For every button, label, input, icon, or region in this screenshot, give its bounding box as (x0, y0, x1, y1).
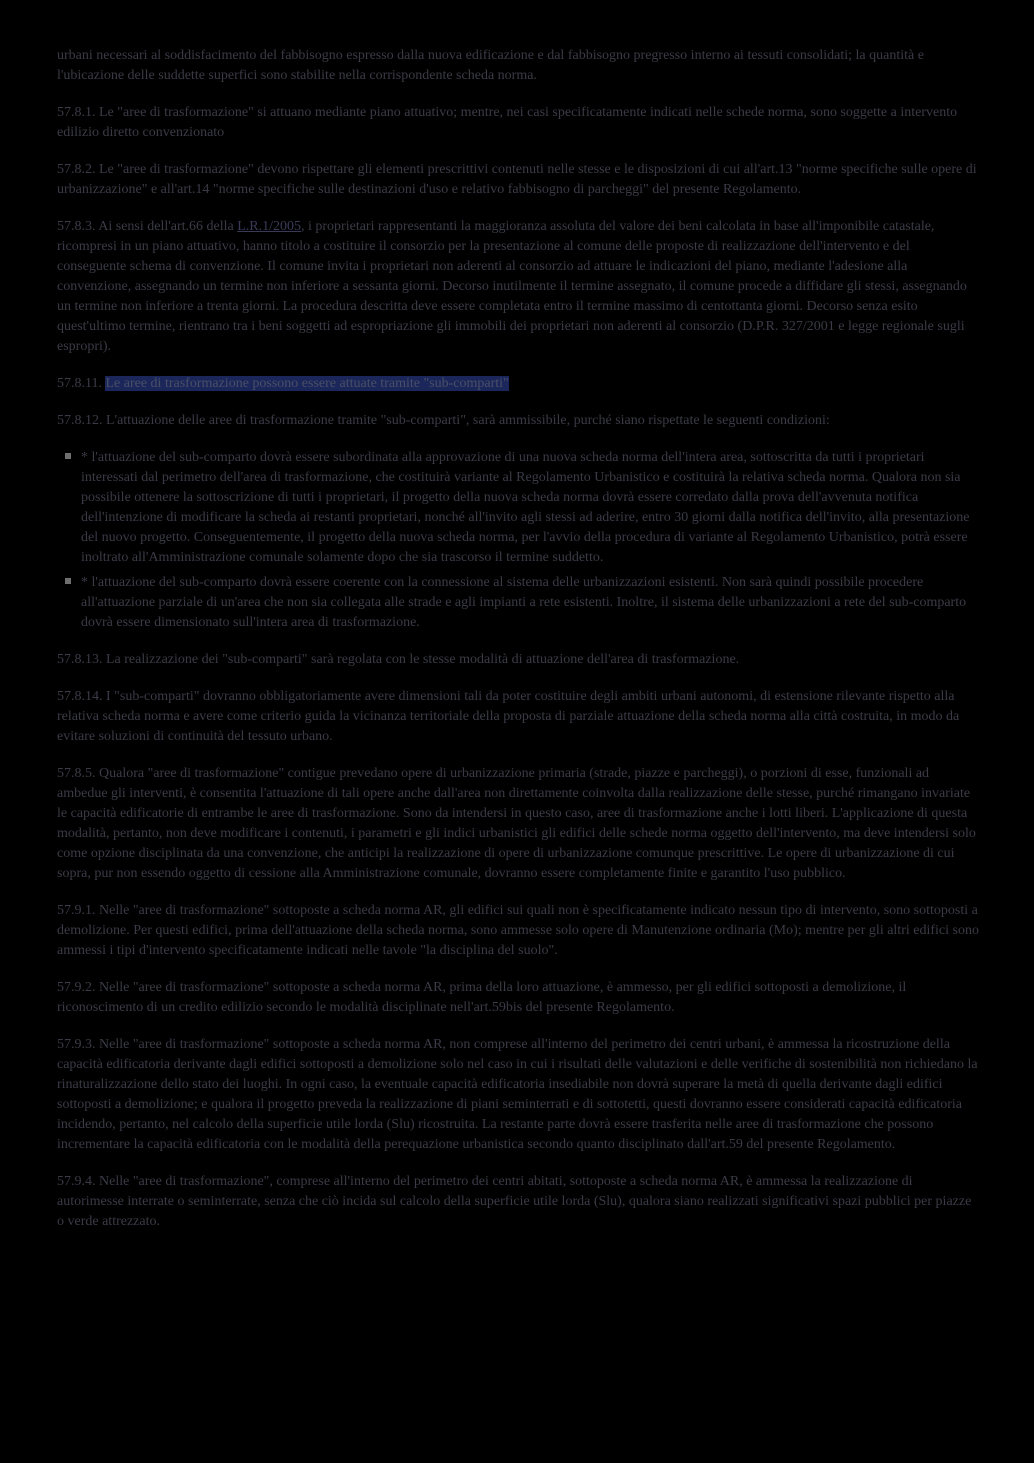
paragraph-57-8-3 (57, 217, 979, 357)
law-reference-link[interactable]: L.R.1/2005 (237, 219, 301, 234)
paragraph-57-9-3: 57.9.3. Nelle "aree di trasformazione" sottoposte a scheda norma AR, non comprese all'interno del perimetro dei centri urbani, è ammessa la ricostruzione della capacità edificatoria derivante dagli edifici sottoposti a demolizione solo nel caso in cui i risultati delle valutazioni e delle verifiche di sostenibilità non richiedano la rinaturalizzazione dello stato dei luoghi. In ogni caso, la eventuale capacità edificatoria insediabile non dovrà superare la metà di quella derivante dagli edifici sottoposti a demolizione; e qualora il progetto preveda la realizzazione di piani seminterrati e di sottotetti, questi dovranno essere considerati capacità edificatoria incidendo, pertanto, nel calcolo della superficie utile lorda (Slu) ricostruita. La restante parte dovrà essere trasferita nelle aree di trasformazione che possono incrementare la capacità edificatoria con le modalità della perequazione urbanistica secondo quanto disciplinato dall'art.59 del presente Regolamento. (57, 1037, 978, 1152)
list-item (65, 573, 979, 633)
paragraph-57-9-2: 57.9.2. Nelle "aree di trasformazione" sottoposte a scheda norma AR, prima della loro attuazione, è ammesso, per gli edifici sottoposti a demolizione, il riconoscimento di un credito edilizio secondo le modalità disciplinate nell'art.59bis del presente Regolamento. (57, 980, 907, 1015)
paragraph-57-8-5: 57.8.5. Qualora "aree di trasformazione" contigue prevedano opere di urbanizzazione primaria (strade, piazze e parcheggi), o porzioni di esse, funzionali ad ambedue gli interventi, è consentita l'attuazione di tali opere anche dall'area non direttamente coinvolta dalla realizzazione delle stesse, purché rimangano invariate le capacità edificatorie di entrambe le aree di trasformazione. Sono da intendersi in questo caso, aree di trasformazione anche i lotti liberi. L'applicazione di questa modalità, pertanto, non deve modificare i contenuti, i parametri e gli indici urbanistici gli edifici delle schede norma oggetto dell'intervento, ma deve intendersi solo come opzione disciplinata da una convenzione, che anticipi la realizzazione di opere di urbanizzazione comunque prescrittive. Le opere di urbanizzazione di cui sopra, pur non essendo oggetto di cessione alla Amministrazione comunale, dovranno essere completamente finite e garantito l'uso pubblico. (57, 766, 976, 881)
conditions-list (57, 448, 979, 633)
paragraph-57-8-12: 57.8.12. L'attuazione delle aree di trasformazione tramite "sub-comparti", sarà ammissibile, purché siano rispettate le seguenti condizioni: (57, 413, 830, 428)
square-bullet-icon (65, 453, 71, 459)
paragraph-57-9-4: 57.9.4. Nelle "aree di trasformazione", comprese all'interno del perimetro dei centri abitati, sottoposte a scheda norma AR, è ammessa la realizzazione di autorimesse interrate o seminterrate, senza che ciò incida sul calcolo della superficie utile lorda (Slu), qualora siano realizzati significativi spazi pubblici per piazze o verde attrezzato. (57, 1174, 972, 1229)
paragraph-57-8-13: 57.8.13. La realizzazione dei "sub-comparti" sarà regolata con le stesse modalità di attuazione dell'area di trasformazione. (57, 652, 740, 667)
paragraph-57-8-3-text-before-link: 57.8.3. Ai sensi dell'art.66 della (57, 219, 238, 234)
paragraph-57-8-2: 57.8.2. Le "aree di trasformazione" devono rispettare gli elementi prescrittivi contenuti nelle stesse e le disposizioni di cui all'art.13 "norme specifiche sulle opere di urbanizzazione" e all'art.14 "norme specifiche sulle destinazioni d'uso e relativo fabbisogno di parcheggi" del presente Regolamento. (57, 162, 977, 197)
paragraph-57-8-1: 57.8.1. Le "aree di trasformazione" si attuano mediante piano attuativo; mentre, nei casi specificatamente indicati nelle schede norma, sono soggette a intervento edilizio diretto convenzionato (57, 105, 958, 140)
list-item (65, 448, 979, 568)
list-item-text: * l'attuazione del sub-comparto dovrà essere coerente con la connessione al sistema delle urbanizzazioni esistenti. Non sarà quindi possibile procedere all'attuazione parziale di un'area che non sia collegata alle strade e agli impianti a rete esistenti. Inoltre, il sistema delle urbanizzazioni a rete del sub-comparto dovrà essere dimensionato sull'intera area di trasformazione. (81, 575, 967, 630)
paragraph-57-8-11 (57, 374, 979, 394)
paragraph-57-8-11-number: 57.8.11. (57, 376, 106, 391)
paragraph-57-8-14: 57.8.14. I "sub-comparti" dovranno obbligatoriamente avere dimensioni tali da poter costituire degli ambiti urbani autonomi, di estensione rilevante rispetto alla relativa scheda norma e avere come criterio guida la vicinanza territoriale della proposta di parziale attuazione della scheda norma alla città costruita, in modo da evitare soluzioni di continuità del tessuto urbano. (57, 689, 960, 744)
highlighted-text: Le aree di trasformazione possono essere attuate tramite "sub-comparti" (105, 376, 509, 391)
paragraph-intro: urbani necessari al soddisfacimento del fabbisogno espresso dalla nuova edificazione e dal fabbisogno pregresso interno ai tessuti consolidati; la quantità e l'ubicazione delle suddette superfici sono stabilite nella corrispondente scheda norma. (57, 48, 924, 83)
paragraph-57-8-3-text-after-link: , i proprietari rappresentanti la maggioranza assoluta del valore dei beni calcolata in base all'imponibile catastale, ricompresi in un piano attuativo, hanno titolo a costituire il consorzio per la presentazione al comune delle proposte di realizzazione dell'intervento e del conseguente schema di convenzione. Il comune invita i proprietari non aderenti al consorzio ad attuare le indicazioni del piano, mediante l'adesione alla convenzione, assegnando un termine non inferiore a sessanta giorni. Decorso inutilmente il termine assegnato, il comune procede a diffidare gli stessi, assegnando un termine non inferiore a trenta giorni. La procedura descritta deve essere completata entro il termine massimo di centottanta giorni. Decorso senza esito quest'ultimo termine, rientrano tra i beni soggetti ad espropriazione gli immobili dei proprietari non aderenti al consorzio (D.P.R. 327/2001 e legge regionale sugli espropri). (57, 219, 967, 354)
paragraph-57-9-1: 57.9.1. Nelle "aree di trasformazione" sottoposte a scheda norma AR, gli edifici sui quali non è specificatamente indicato nessun tipo di intervento, sono sottoposti a demolizione. Per questi edifici, prima dell'attuazione della scheda norma, sono ammesse solo opere di Manutenzione ordinaria (Mo); mentre per gli altri edifici sono ammessi i tipi d'intervento specificatamente indicati nelle tavole "la disciplina del suolo". (57, 903, 979, 958)
list-item-text: * l'attuazione del sub-comparto dovrà essere subordinata alla approvazione di una nuova scheda norma dell'intera area, sottoscritta da tutti i proprietari interessati dal perimetro dell'area di trasformazione, che costituirà variante al Regolamento Urbanistico e costituirà la relativa scheda norma. Qualora non sia possibile ottenere la sottoscrizione di tutti i proprietari, il progetto della nuova scheda norma dovrà essere corredato dalla prova dell'avvenuta notifica dell'intenzione di modificare la scheda ai restanti proprietari, nonché all'invito agli stessi ad aderire, entro 30 giorni dalla notifica dell'invito, alla presentazione del nuovo progetto. Conseguentemente, il progetto della nuova scheda norma, per l'avvio della procedura di variante al Regolamento Urbanistico, potrà essere inoltrato all'Amministrazione comunale solamente dopo che sia trascorso il termine suddetto. (81, 450, 970, 565)
square-bullet-icon (65, 578, 71, 584)
